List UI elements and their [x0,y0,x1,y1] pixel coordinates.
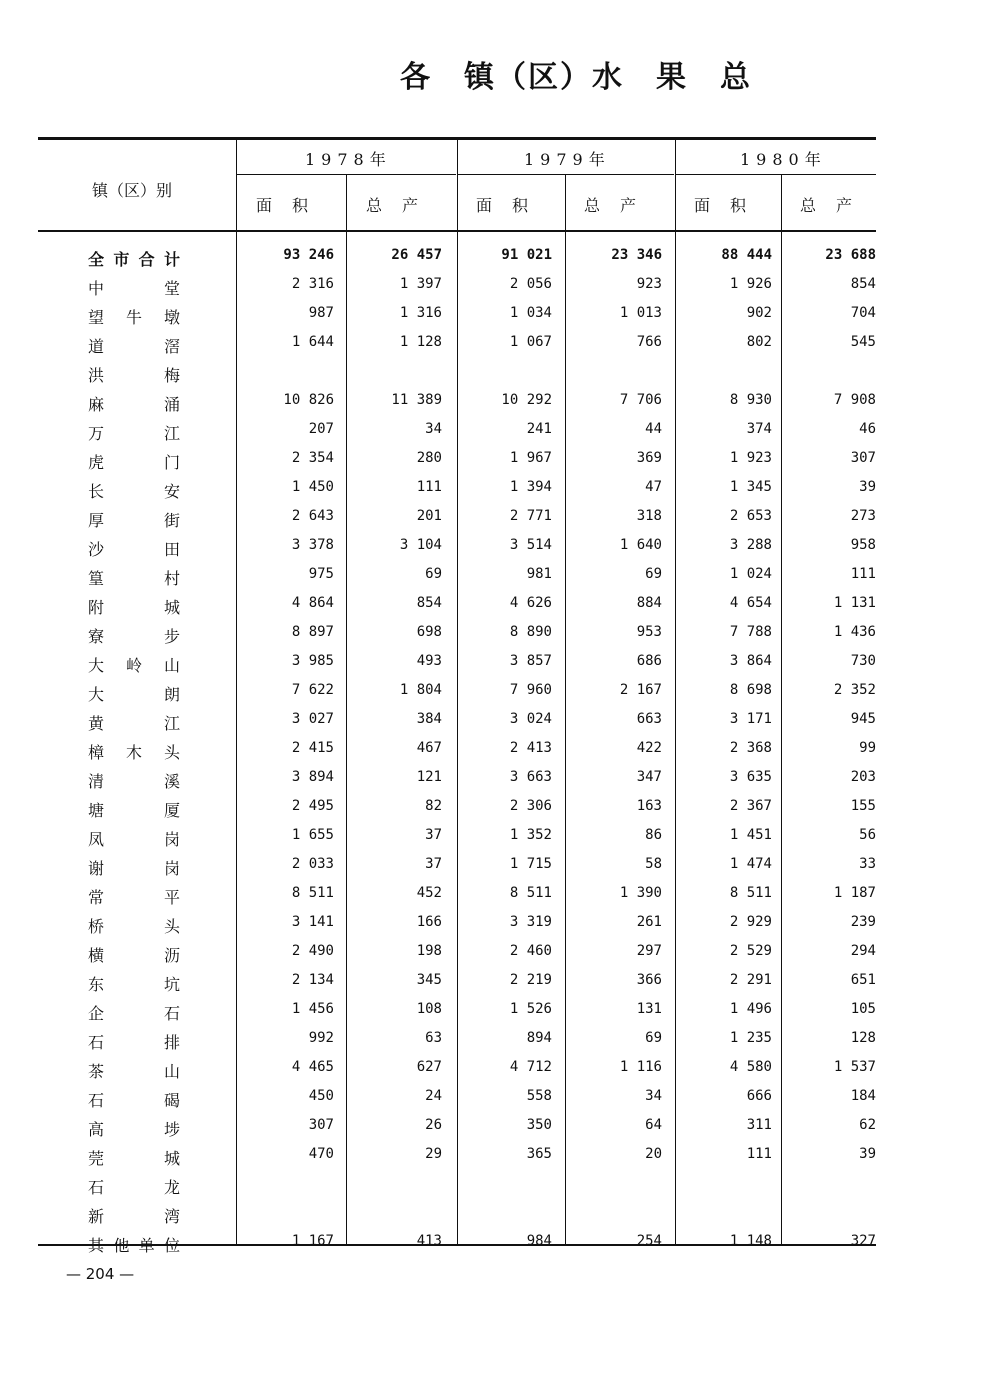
table-row [38,418,876,447]
row-name: 虎门 [88,453,180,472]
output-cell: 82 [425,798,442,814]
area-cell: 8 897 [291,624,334,640]
area-cell: 1 450 [291,479,334,495]
year-1980-underline [676,174,876,175]
row-name: 大岭山 [88,656,180,675]
area-cell: 450 [308,1088,334,1104]
output-cell: 128 [850,1030,876,1046]
year-header-1979: 1979年 [524,150,611,169]
area-cell: 1 456 [291,1001,334,1017]
output-cell: 766 [636,334,662,350]
table-row [38,534,876,563]
area-cell: 2 413 [509,740,552,756]
output-cell: 26 [425,1117,442,1133]
area-cell: 992 [308,1030,334,1046]
output-cell: 11 389 [391,392,442,408]
table-row [38,563,876,592]
output-cell: 34 [645,1088,662,1104]
output-cell: 884 [636,595,662,611]
output-cell: 39 [859,1146,876,1162]
output-cell: 131 [636,1001,662,1017]
row-name: 樟木头 [88,743,180,762]
table-row [38,505,876,534]
output-cell: 203 [850,769,876,785]
output-cell: 184 [850,1088,876,1104]
output-cell: 923 [636,276,662,292]
output-cell: 1 397 [399,276,442,292]
area-cell: 8 511 [509,885,552,901]
area-cell: 4 626 [509,595,552,611]
area-cell: 2 490 [291,943,334,959]
row-name: 凤岗 [88,830,180,849]
output-cell: 1 316 [399,305,442,321]
table-row [38,1143,876,1172]
area-cell: 1 352 [509,827,552,843]
row-name: 篁村 [88,569,180,588]
area-cell: 2 495 [291,798,334,814]
area-cell: 8 930 [729,392,772,408]
output-cell: 34 [425,421,442,437]
area-cell: 1 926 [729,276,772,292]
area-cell: 7 960 [509,682,552,698]
area-cell: 1 024 [729,566,772,582]
output-cell: 23 688 [825,247,876,263]
output-cell: 651 [850,972,876,988]
row-name: 石碣 [88,1091,180,1110]
area-cell: 981 [526,566,552,582]
area-cell: 207 [308,421,334,437]
output-cell: 273 [850,508,876,524]
table-row [38,824,876,853]
area-cell: 4 465 [291,1059,334,1075]
area-cell: 10 292 [501,392,552,408]
row-name: 茶山 [88,1062,180,1081]
output-cell: 44 [645,421,662,437]
table-row [38,389,876,418]
area-cell: 3 985 [291,653,334,669]
row-name: 其他单位 [88,1236,180,1255]
area-cell: 2 529 [729,943,772,959]
output-cell: 62 [859,1117,876,1133]
row-name: 附城 [88,598,180,617]
output-cell: 7 908 [833,392,876,408]
sub-header-area: 面积 [694,196,767,215]
area-cell: 3 894 [291,769,334,785]
area-cell: 3 319 [509,914,552,930]
output-cell: 29 [425,1146,442,1162]
output-cell: 294 [850,943,876,959]
output-cell: 47 [645,479,662,495]
table-row [38,1027,876,1056]
area-cell: 2 653 [729,508,772,524]
area-cell: 1 451 [729,827,772,843]
output-cell: 1 804 [399,682,442,698]
row-name: 大朗 [88,685,180,704]
area-cell: 91 021 [501,247,552,263]
table-row [38,911,876,940]
output-cell: 261 [636,914,662,930]
output-cell: 1 537 [833,1059,876,1075]
row-name: 塘厦 [88,801,180,820]
page-number: — 204 — [66,1265,135,1283]
area-cell: 4 712 [509,1059,552,1075]
area-cell: 2 368 [729,740,772,756]
table-row [38,592,876,621]
output-cell: 198 [416,943,442,959]
output-cell: 545 [850,334,876,350]
row-name: 洪梅 [88,366,180,385]
area-cell: 1 715 [509,856,552,872]
output-cell: 64 [645,1117,662,1133]
area-cell: 3 663 [509,769,552,785]
area-cell: 470 [308,1146,334,1162]
output-cell: 413 [416,1233,442,1249]
area-cell: 2 306 [509,798,552,814]
sub-header-output: 总产 [584,196,657,215]
row-name: 石排 [88,1033,180,1052]
year-header-1980: 1980年 [740,150,827,169]
output-cell: 1 187 [833,885,876,901]
row-name: 麻涌 [88,395,180,414]
output-cell: 69 [645,1030,662,1046]
table-row [38,708,876,737]
output-cell: 686 [636,653,662,669]
output-cell: 23 346 [611,247,662,263]
area-cell: 4 864 [291,595,334,611]
output-cell: 56 [859,827,876,843]
area-cell: 802 [746,334,772,350]
output-cell: 945 [850,711,876,727]
output-cell: 105 [850,1001,876,1017]
table-row [38,679,876,708]
table-row [38,302,876,331]
output-cell: 958 [850,537,876,553]
area-cell: 2 460 [509,943,552,959]
area-cell: 307 [308,1117,334,1133]
table-row [38,882,876,911]
sub-header-output: 总产 [800,196,873,215]
sub-header-area: 面积 [476,196,549,215]
output-cell: 111 [850,566,876,582]
row-name: 寮步 [88,627,180,646]
area-cell: 666 [746,1088,772,1104]
output-cell: 239 [850,914,876,930]
row-name: 东坑 [88,975,180,994]
sub-header-output: 总产 [366,196,439,215]
table-row [38,273,876,302]
row-name: 企石 [88,1004,180,1023]
area-cell: 1 967 [509,450,552,466]
output-cell: 1 128 [399,334,442,350]
table-row [38,1172,876,1201]
area-cell: 8 511 [291,885,334,901]
table-row [38,621,876,650]
output-cell: 121 [416,769,442,785]
table-row [38,476,876,505]
area-cell: 4 654 [729,595,772,611]
area-cell: 3 141 [291,914,334,930]
area-cell: 10 826 [283,392,334,408]
page-title: 各 镇（区）水 果 总 [400,60,752,95]
output-cell: 20 [645,1146,662,1162]
output-cell: 46 [859,421,876,437]
area-cell: 2 415 [291,740,334,756]
output-cell: 953 [636,624,662,640]
area-cell: 902 [746,305,772,321]
output-cell: 452 [416,885,442,901]
output-cell: 493 [416,653,442,669]
area-cell: 2 134 [291,972,334,988]
table-row [38,1056,876,1085]
output-cell: 166 [416,914,442,930]
table-row-total [38,244,876,273]
output-cell: 327 [850,1233,876,1249]
table-row [38,1085,876,1114]
output-cell: 58 [645,856,662,872]
area-cell: 1 235 [729,1030,772,1046]
area-cell: 4 580 [729,1059,772,1075]
table-row [38,737,876,766]
row-name: 横沥 [88,946,180,965]
row-name: 全市合计 [88,250,180,269]
area-cell: 1 167 [291,1233,334,1249]
area-cell: 7 622 [291,682,334,698]
output-cell: 69 [425,566,442,582]
area-cell: 1 148 [729,1233,772,1249]
table-row [38,1201,876,1230]
output-cell: 307 [850,450,876,466]
area-cell: 2 771 [509,508,552,524]
area-cell: 241 [526,421,552,437]
row-name: 望牛墩 [88,308,180,327]
output-cell: 854 [850,276,876,292]
output-cell: 2 167 [619,682,662,698]
area-cell: 3 288 [729,537,772,553]
table-row [38,360,876,389]
output-cell: 1 436 [833,624,876,640]
area-cell: 3 514 [509,537,552,553]
row-name: 常平 [88,888,180,907]
area-cell: 894 [526,1030,552,1046]
year-header-1978: 1978年 [305,150,392,169]
output-cell: 33 [859,856,876,872]
area-cell: 2 056 [509,276,552,292]
row-name: 新湾 [88,1207,180,1226]
table-row [38,1114,876,1143]
output-cell: 163 [636,798,662,814]
output-cell: 345 [416,972,442,988]
area-cell: 1 067 [509,334,552,350]
output-cell: 24 [425,1088,442,1104]
output-cell: 663 [636,711,662,727]
area-cell: 7 788 [729,624,772,640]
area-cell: 984 [526,1233,552,1249]
output-cell: 280 [416,450,442,466]
area-cell: 3 027 [291,711,334,727]
area-cell: 3 635 [729,769,772,785]
output-cell: 704 [850,305,876,321]
area-cell: 987 [308,305,334,321]
table-row [38,650,876,679]
row-name: 万江 [88,424,180,443]
area-cell: 2 643 [291,508,334,524]
output-cell: 86 [645,827,662,843]
output-cell: 698 [416,624,442,640]
area-cell: 2 316 [291,276,334,292]
row-name: 桥头 [88,917,180,936]
table-row [38,331,876,360]
row-name: 长安 [88,482,180,501]
output-cell: 297 [636,943,662,959]
output-cell: 1 640 [619,537,662,553]
area-cell: 350 [526,1117,552,1133]
output-cell: 369 [636,450,662,466]
output-cell: 730 [850,653,876,669]
output-cell: 3 104 [399,537,442,553]
output-cell: 384 [416,711,442,727]
area-cell: 8 511 [729,885,772,901]
output-cell: 26 457 [391,247,442,263]
area-cell: 1 526 [509,1001,552,1017]
area-cell: 365 [526,1146,552,1162]
output-cell: 155 [850,798,876,814]
table-body [38,244,876,1259]
area-cell: 3 024 [509,711,552,727]
area-cell: 558 [526,1088,552,1104]
area-cell: 2 367 [729,798,772,814]
output-cell: 318 [636,508,662,524]
area-cell: 3 857 [509,653,552,669]
area-cell: 1 923 [729,450,772,466]
output-cell: 37 [425,856,442,872]
table-row [38,447,876,476]
area-cell: 2 033 [291,856,334,872]
row-name: 清溪 [88,772,180,791]
row-name: 沙田 [88,540,180,559]
area-cell: 8 890 [509,624,552,640]
row-name: 道滘 [88,337,180,356]
output-cell: 39 [859,479,876,495]
output-cell: 99 [859,740,876,756]
output-cell: 7 706 [619,392,662,408]
area-cell: 93 246 [283,247,334,263]
area-cell: 311 [746,1117,772,1133]
output-cell: 111 [416,479,442,495]
output-cell: 69 [645,566,662,582]
output-cell: 254 [636,1233,662,1249]
area-cell: 2 929 [729,914,772,930]
row-name: 高埗 [88,1120,180,1139]
row-name: 黄江 [88,714,180,733]
sub-header-area: 面积 [256,196,329,215]
row-name: 石龙 [88,1178,180,1197]
row-name: 莞城 [88,1149,180,1168]
output-cell: 1 013 [619,305,662,321]
output-cell: 1 116 [619,1059,662,1075]
area-cell: 1 655 [291,827,334,843]
table-row [38,795,876,824]
area-cell: 2 354 [291,450,334,466]
output-cell: 366 [636,972,662,988]
area-cell: 88 444 [721,247,772,263]
row-name: 谢岗 [88,859,180,878]
output-cell: 2 352 [833,682,876,698]
area-cell: 8 698 [729,682,772,698]
table-row [38,766,876,795]
area-cell: 374 [746,421,772,437]
area-cell: 111 [746,1146,772,1162]
stub-header: 镇（区）别 [92,181,173,200]
output-cell: 422 [636,740,662,756]
output-cell: 201 [416,508,442,524]
table-row [38,940,876,969]
table-row [38,853,876,882]
row-name: 中堂 [88,279,180,298]
output-cell: 627 [416,1059,442,1075]
area-cell: 1 496 [729,1001,772,1017]
table-row [38,1230,876,1259]
output-cell: 1 390 [619,885,662,901]
output-cell: 1 131 [833,595,876,611]
output-cell: 63 [425,1030,442,1046]
output-cell: 854 [416,595,442,611]
year-1979-underline [458,174,674,175]
area-cell: 3 378 [291,537,334,553]
area-cell: 1 644 [291,334,334,350]
area-cell: 3 864 [729,653,772,669]
output-cell: 37 [425,827,442,843]
output-cell: 467 [416,740,442,756]
row-name: 厚街 [88,511,180,530]
area-cell: 1 474 [729,856,772,872]
output-cell: 347 [636,769,662,785]
output-cell: 108 [416,1001,442,1017]
area-cell: 2 291 [729,972,772,988]
area-cell: 1 345 [729,479,772,495]
area-cell: 975 [308,566,334,582]
area-cell: 3 171 [729,711,772,727]
table-row [38,998,876,1027]
table-row [38,969,876,998]
area-cell: 2 219 [509,972,552,988]
area-cell: 1 394 [509,479,552,495]
area-cell: 1 034 [509,305,552,321]
